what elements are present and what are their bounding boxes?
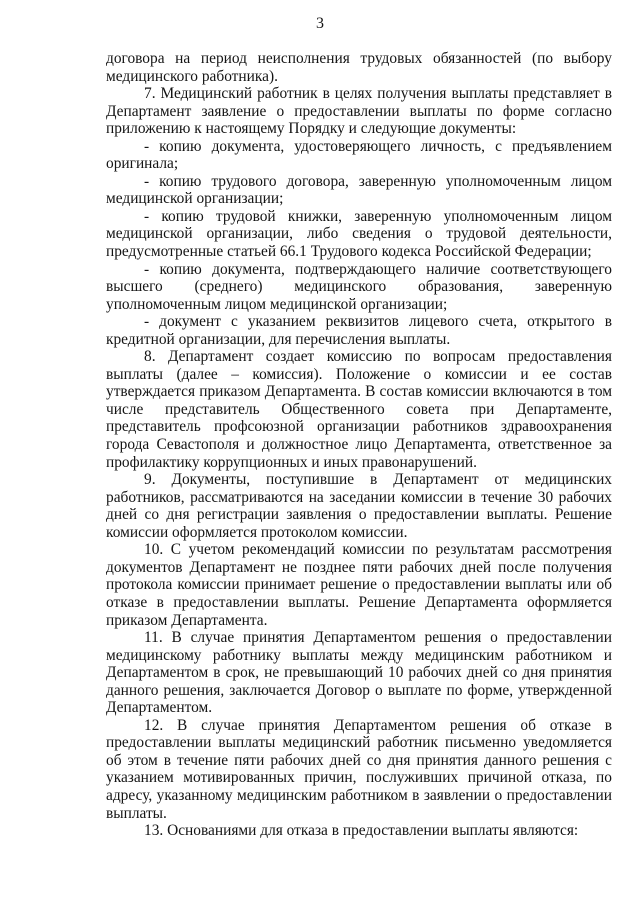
paragraph-10: 10. С учетом рекомендаций комиссии по результатам рассмотрения документов Департамент не позднее пяти рабочих дней после получения протокола комиссии принимает решение о предоставлении выплаты или об отказе в предоставлении выплаты. Решение Департамента оформляется приказом Департамента. — [106, 541, 612, 629]
document-body — [106, 50, 612, 840]
list-item-work-book: - копию трудовой книжки, заверенную уполномоченным лицом медицинской организации, либо сведения о трудовой деятельности, предусмотренные статьей 66.1 Трудового кодекса Российской Федерации; — [106, 207, 612, 261]
paragraph-9: 9. Документы, поступившие в Департамент от медицинских работников, рассматриваются на заседании комиссии в течение 30 рабочих дней со дня регистрации заявления о предоставлении выплаты. Решение комиссии оформляется протоколом комиссии. — [106, 471, 612, 541]
list-item-employment-contract: - копию трудового договора, заверенную уполномоченным лицом медицинской организации; — [106, 172, 612, 208]
list-item-identity-document: - копию документа, удостоверяющего личность, с предъявлением оригинала; — [106, 137, 612, 173]
paragraph-11: 11. В случае принятия Департаментом решения о предоставлении медицинскому работнику выплаты между медицинским работником и Департаментом в срок, не превышающий 10 рабочих дней со дня принятия данного решения, заключается Договор о выплате по форме, утвержденной Департаментом. — [106, 629, 612, 717]
paragraph-continuation: договора на период неисполнения трудовых обязанностей (по выбору медицинского работника). — [106, 50, 612, 85]
paragraph-8: 8. Департамент создает комиссию по вопросам предоставления выплаты (далее – комиссия). Положение о комиссии и ее состав утверждается приказом Департамента. В состав комиссии включаются в том числе представитель Общественного совета при Департаменте, представитель профсоюзной организации работников здравоохранения города Севастополя и должностное лицо Департамента, ответственное за профилактику коррупционных и иных правонарушений. — [106, 348, 612, 471]
paragraph-12: 12. В случае принятия Департаментом решения об отказе в предоставлении выплаты медицинский работник письменно уведомляется об этом в течение пяти рабочих дней со дня принятия данного решения с указанием мотивированных причин, послуживших причиной отказа, по адресу, указанному медицинским работником в заявлении о предоставлении выплаты. — [106, 716, 612, 822]
page-number: 3 — [316, 15, 324, 32]
list-item-education-document: - копию документа, подтверждающего наличие соответствующего высшего (среднего) медицинского образования, заверенную уполномоченным лицом медицинской организации; — [106, 260, 612, 313]
paragraph-13: 13. Основаниями для отказа в предоставлении выплаты являются: — [144, 822, 579, 840]
paragraph-7: 7. Медицинский работник в целях получения выплаты представляет в Департамент заявление о предоставлении выплаты по форме согласно приложению к настоящему Порядку и следующие документы: — [106, 85, 612, 138]
list-item-bank-account: - документ с указанием реквизитов лицевого счета, открытого в кредитной организации, для перечисления выплаты. — [106, 313, 612, 348]
